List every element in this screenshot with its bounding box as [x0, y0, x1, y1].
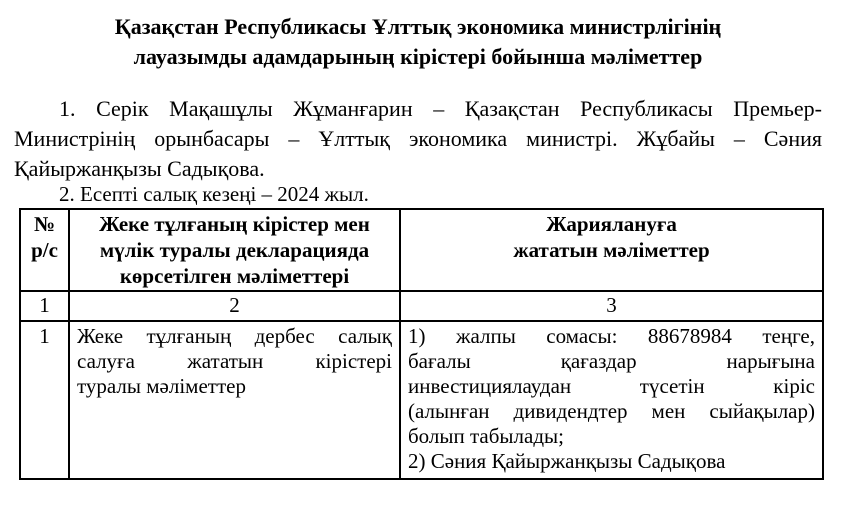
text-line: салуға жататын кірістері	[77, 349, 392, 373]
text-line: (алынған дивидендтер мен сыйақылар)	[408, 399, 815, 423]
table-header-row	[20, 209, 823, 291]
column-number-3: 3	[400, 291, 823, 321]
paragraph-official-info	[14, 94, 822, 184]
text-line: 1) жалпы сомасы: 88678984 теңге,	[408, 324, 815, 348]
text-line: р/с	[31, 238, 58, 262]
text-line: Жариялануға	[546, 212, 677, 236]
document-title	[14, 12, 822, 72]
text-line: Жеке тұлғаның дербес салық	[77, 324, 392, 348]
text-line: лауазымды адамдарының кірістері бойынша мәліметтер	[133, 44, 703, 69]
text-line: жататын мәліметтер	[513, 238, 710, 262]
text-line: №	[33, 212, 56, 236]
income-details-item	[408, 324, 815, 449]
text-line: туралы мәліметтер	[77, 374, 246, 398]
column-number-1: 1	[20, 291, 69, 321]
header-cell-published-info	[400, 209, 823, 291]
header-cell-declared-info	[69, 209, 400, 291]
text-line: болып табылады;	[408, 424, 564, 448]
published-info-cell	[400, 321, 823, 479]
column-number-row	[20, 291, 823, 321]
text-line: 1. Серік Мақашұлы Жұманғарин – Қазақстан Республикасы Премьер-	[59, 96, 822, 121]
text-line: мүлік туралы декларацияда	[99, 238, 370, 262]
declared-income-cell	[69, 321, 400, 479]
text-line: Қайыржанқызы Садықова.	[14, 156, 265, 181]
text-line: инвестициялаудан түсетін кіріс	[408, 374, 815, 398]
paragraph-tax-period: 2. Есепті салық кезеңі – 2024 жыл.	[59, 182, 369, 206]
text-line: көрсетілген мәліметтері	[119, 264, 350, 288]
text-line: Министрінің орынбасары – Ұлттық экономика министрі. Жұбайы – Сәния	[14, 126, 822, 151]
table-data-row	[20, 321, 823, 479]
header-cell-row-number	[20, 209, 69, 291]
declaration-table	[19, 208, 824, 480]
text-line: Қазақстан Республикасы Ұлттық экономика министрлігінің	[114, 14, 722, 39]
text-line: Жеке тұлғаның кірістер мен	[99, 212, 370, 236]
column-number-2: 2	[69, 291, 400, 321]
spouse-name-item: 2) Сәния Қайыржанқызы Садықова	[408, 449, 726, 473]
row-number-cell: 1	[20, 321, 69, 479]
text-line: бағалы қағаздар нарығына	[408, 349, 815, 373]
